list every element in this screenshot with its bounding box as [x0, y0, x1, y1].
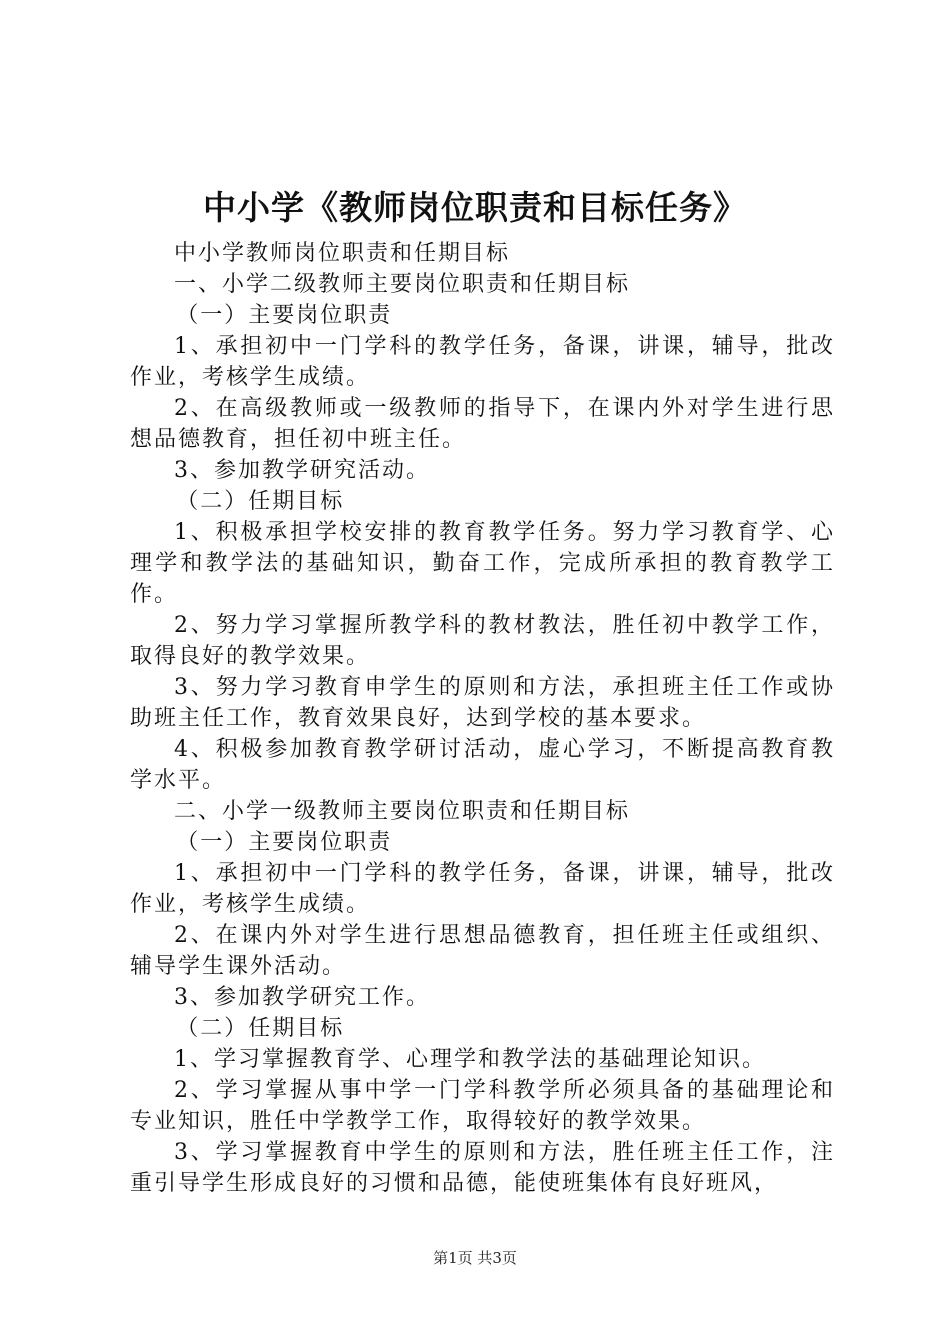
subsection-heading: （一）主要岗位职责 — [176, 830, 393, 855]
paragraph: 1、积极承担学校安排的教育教学任务。努力学习教育学、心理学和教学法的基础知识，勤奋工作，完成所承担的教育教学工作。 — [130, 520, 835, 607]
paragraph: 3、学习掌握教育中学生的原则和方法，胜任班主任工作，注重引导学生形成良好的习惯和品德，能使班集体有良好班风， — [130, 1140, 835, 1196]
paragraph: 3、努力学习教育申学生的原则和方法，承担班主任工作或协助班主任工作，教育效果良好，达到学校的基本要求。 — [130, 675, 835, 731]
paragraph: 3、参加教学研究活动。 — [174, 458, 430, 483]
paragraph: 2、学习掌握从事中学一门学科教学所必须具备的基础理论和专业知识，胜任中学教学工作，取得较好的教学效果。 — [130, 1078, 835, 1134]
document-body — [130, 238, 835, 1199]
paragraph: 中小学教师岗位职责和任期目标 — [174, 241, 511, 266]
paragraph: 1、承担初中一门学科的教学任务，备课，讲课，辅导，批改作业，考核学生成绩。 — [130, 861, 835, 917]
paragraph: 2、努力学习掌握所教学科的教材教法，胜任初中教学工作，取得良好的教学效果。 — [130, 613, 835, 669]
subsection-heading: （二）任期目标 — [176, 1016, 345, 1041]
subsection-heading: （二）任期目标 — [176, 489, 345, 514]
paragraph: 1、承担初中一门学科的教学任务，备课，讲课，辅导，批改作业，考核学生成绩。 — [130, 334, 835, 390]
page-footer: 第1页 共3页 — [433, 1249, 517, 1267]
paragraph: 1、学习掌握教育学、心理学和教学法的基础理论知识。 — [174, 1047, 766, 1072]
section-heading: 一、小学二级教师主要岗位职责和任期目标 — [174, 272, 631, 297]
subsection-heading: （一）主要岗位职责 — [176, 303, 393, 328]
paragraph: 2、在课内外对学生进行思想品德教育，担任班主任或组织、辅导学生课外活动。 — [130, 923, 835, 979]
paragraph: 2、在高级教师或一级教师的指导下，在课内外对学生进行思想品德教育，担任初中班主任。 — [130, 396, 835, 452]
paragraph: 3、参加教学研究工作。 — [174, 985, 430, 1010]
section-heading: 二、小学一级教师主要岗位职责和任期目标 — [174, 799, 631, 824]
document-title: 中小学《教师岗位职责和目标任务》 — [203, 188, 747, 227]
paragraph: 4、积极参加教育教学研讨活动，虚心学习，不断提高教育教学水平。 — [130, 737, 835, 793]
